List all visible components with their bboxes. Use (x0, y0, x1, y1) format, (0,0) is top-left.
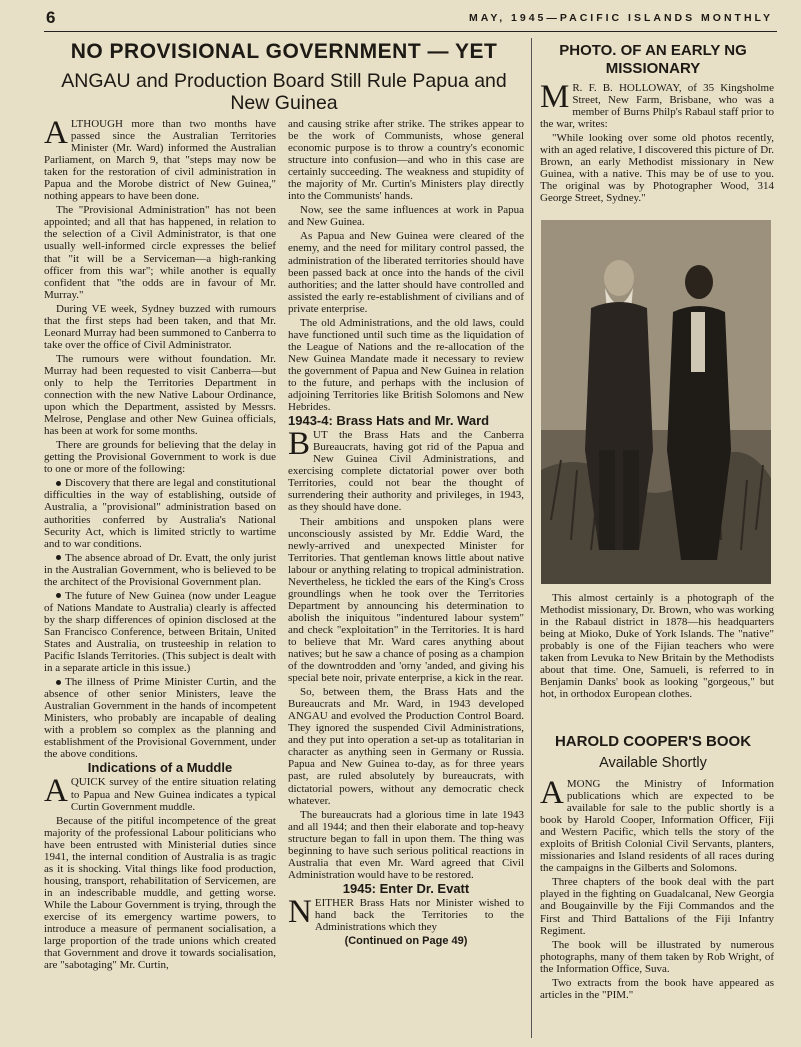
drop-cap: A (44, 115, 68, 151)
book-article-subhead: Available Shortly (599, 755, 707, 771)
main-headline: NO PROVISIONAL GOVERNMENT — YET (70, 40, 498, 63)
drop-cap: N (288, 893, 312, 930)
page-header (0, 8, 801, 30)
bullet-icon (56, 593, 61, 598)
paragraph: The "Provisional Administration" has not been appointed; and all that has happened, in relation to the selection of a Civil Administrator, is that one usually well-informed circle expresses the belief that "it will be a Serviceman—a high-ranking officer from this war"; while another is equally confident that "the odds are in favour of Mr. Murray." (44, 204, 276, 301)
bullet-item: The future of New Guinea (now under League of Nations Mandate to Australia) clearly is affected by the sharp differences of opinion disclosed at the San Francisco Conference, between Britain, United States and Australia, on trusteeship in relation to Pacific Islands Territories. (This subject is dealt with in a separate article in this issue.) (44, 589, 276, 675)
paragraph: QUICK survey of the entire situation relating to Papua and New Guinea indicates a typical Curtin Government muddle. (70, 776, 276, 813)
paragraph: Their ambitions and unspoken plans were unconsciously assisted by Mr. Eddie Ward, the newly-arrived and unexpected Minister for Territories. That gentleman knows little about native labour or anything relating to tropical administration. Nevertheless, he tickled the ears of the King's Cross groundlings when he took over the Territories Department by announcing his determination to abolish the iniquitous "indentured labour system" and check "exploitation" in the Territories. It is hard to believe that Mr. Ward cares anything about natives; but he saw a chance of posing as a champion of the downtrodden and 'orny 'anded, and giving his special bete noir, private enterprise, a kick in the rear. (288, 515, 524, 685)
missionary-photo (541, 220, 771, 584)
paragraph: The book will be illustrated by numerous photographs, many of them taken by Rob Wright, of the Information Office, Suva. (540, 938, 774, 975)
paragraph: The old Administrations, and the old laws, could have functioned until such time as the liquidation of the League of Nations and the re-allocation of the New Guinea Mandate made it necessary to review the government of Papua and New Guinea in relation to the future, and perhaps with the inclusion of adjoining Territories like British Solomons and New Hebrides. (288, 316, 524, 414)
paragraph: Because of the pitiful incompetence of the great majority of the professional Labour politicians who have been entrusted with Ministerial duties since 1941, the internal condition of Australia is as tragic as it is shocking. Vital things like food production, housing, transport, rehabilitation of Servicemen, are in an indescribable muddle, and getting worse. While the Labour Government is trying, through the exercise of its emergency wartime powers, to introduce a measure of permanent socialisation, a large proportion of the trade unions which created that Government and drove it towards socialisation, are "sabotaging" Mr. Curtin, (44, 814, 276, 972)
drop-cap: A (540, 775, 564, 811)
drop-cap: M (540, 79, 570, 115)
main-deck: ANGAU and Production Board Still Rule Papua and New Guinea (61, 70, 507, 114)
paragraph: "While looking over some old photos recently, with an aged relative, I discovered this picture of Dr. Brown, an early Methodist missionary in New Guinea, with a native. This may be of use to you. The original was by Photographer Wood, 314 George Street, Sydney." (540, 132, 774, 205)
column-rule (531, 38, 532, 1038)
book-article-text (540, 775, 774, 1003)
book-article-headline: HAROLD COOPER'S BOOK (554, 733, 752, 750)
paragraph: MONG the Ministry of Information publications which are expected to be available for sale to the public shortly is a book by Harold Cooper, Information Officer, Fiji and Western Pacific, which tells the story of the exploits of British Colonial Civil Servants, planters, missionaries and Island residents of all races during the campaigns in the Gilberts and Solomons. (540, 778, 774, 875)
paragraph: The bureaucrats had a glorious time in late 1943 and all 1944; and then their elaborate and top-heavy structure began to fall in upon them. The thing was beginning to have such serious political reactions in Australia that even Mr. Ward agreed that Civil Administration would have to be restored. (288, 808, 524, 881)
subheading: Indications of a Muddle (87, 760, 233, 776)
photo-caption (540, 592, 774, 702)
bullet-icon (56, 555, 61, 560)
paragraph: So, between them, the Brass Hats and the Bureaucrats and Mr. Ward, in 1943 developed ANGAU and evolved the Production Control Board. They ignored the suspended Civil Administrations, and they put into operation a set-up as totalitarian in character as anything seen in Germany or Russia. Papua and New Guinea to-day, as for three years past, are ruled absolutely by bureaucrats, with dictatorial powers, without any democratic check whatever. (288, 686, 524, 807)
page-number: 6 (46, 8, 56, 27)
continued-note: (Continued on Page 49) (344, 935, 468, 948)
bullet-icon (56, 481, 61, 486)
paragraph: Two extracts from the book have appeared as articles in the "PIM." (540, 976, 774, 1001)
paragraph: Three chapters of the book deal with the part played in the fighting on Guadalcanal, New Georgia and Bougainville by the Fiji Commandos and the First and Third Battalions of the Fiji Infantry Regiment. (540, 876, 774, 937)
paragraph: Now, see the same influences at work in Papua and New Guinea. (288, 204, 524, 229)
paragraph: R. F. B. HOLLOWAY, of 35 Kingsholme Street, New Farm, Brisbane, who was a member of Burns Philp's Rabaul staff prior to the war, writes: (540, 82, 774, 131)
photo-article-headline: PHOTO. OF AN EARLY NG MISSIONARY (559, 42, 747, 77)
paragraph: EITHER Brass Hats nor Minister wished to hand back the Territories to the Administrations which they (314, 896, 524, 934)
paragraph: As Papua and New Guinea were cleared of the enemy, and the need for military control passed, the administration of the liberated territories should have been passed back at once into the hands of the civil authorities; and the latter should have controlled and assisted the early re-establishment of civilians and of private enterprise. (288, 230, 524, 315)
subheading: 1945: Enter Dr. Evatt (342, 880, 470, 896)
drop-cap: A (44, 773, 68, 810)
paragraph: and causing strike after strike. The strikes appear to be the work of Communists, whose general economic purpose is to throw a country's economic structure into confusion—and who in this case are certainly succeeding. The weakness and stupidity of the majority of Mr. Curtin's Ministers play directly into the Communists' hands. (288, 118, 524, 203)
paragraph: The rumours were without foundation. Mr. Murray had been requested to visit Canberra—but only to help the Territories Department in connection with the new Native Labour Ordinance, upon which the Department, assisted by Messrs. Melrose, Penglase and other New Guinea officials, has been at work for some months. (44, 352, 276, 438)
subheading: 1943-4: Brass Hats and Mr. Ward (288, 413, 490, 429)
article-column-1 (44, 115, 276, 973)
paragraph: UT the Brass Hats and the Canberra Bureaucrats, having got rid of the Papua and New Guinea Civil Administrations, and exercising complete dictatorial power over both Territories, could not bear the thought of surrendering their authority and privileges, in 1943, as they should have done. (288, 429, 524, 514)
bullet-item: Discovery that there are legal and constitutional difficulties in the way of establishing, outside of Australia, a "provisional" administration based on authorities conferred by Australia's National Security Act, which is limited strictly to wartime and to war conditions. (44, 477, 276, 550)
drop-cap: B (288, 426, 311, 463)
missionary-photo-illustration (541, 220, 771, 584)
bullet-item: The illness of Prime Minister Curtin, and the absence of other senior Ministers, leave the Australian Government in the hands of incompetent Ministers, who probably are incapable of dealing with a problem so complex as the planning and establishment of the Provisional Government, under the above conditions. (44, 676, 276, 761)
paragraph: During VE week, Sydney buzzed with rumours that the first steps had been taken, and that Mr. Leonard Murray had been summoned to Canberra to take over the office of Civil Administrator. (44, 302, 276, 351)
article-column-2 (288, 118, 524, 949)
bullet-icon (56, 680, 61, 685)
paragraph: LTHOUGH more than two months have passed since the Australian Territories Minister (Mr. Ward) informed the Australian Parliament, on March 9, that "steps may now be taken for the restoration of civil administration in Papua and the Morobe district of New Guinea," nothing appears to have been done. (44, 118, 276, 203)
photo-article-text (540, 79, 774, 206)
paragraph: There are grounds for believing that the delay in getting the Provisional Government to work is due to one or more of the following: (44, 439, 276, 476)
header-rule (44, 31, 777, 32)
running-head: MAY, 1945—PACIFIC ISLANDS MONTHLY (469, 12, 773, 24)
bullet-item: The absence abroad of Dr. Evatt, the only jurist in the Australian Government, who is believed to be the architect of the Provisional Government plan. (44, 551, 276, 588)
paragraph: This almost certainly is a photograph of the Methodist missionary, Dr. Brown, who was working in the Rabaul district in 1878—his headquarters being at Mioko, Duke of York Islands. The "native" probably is one of the Fijian teachers who were taken from Levuka to New Britain by the Methodists about that time. One, Samueli, is referred to in Benjamin Danks' book as looking "gorgeous," but hot, in orthodox European clothes. (540, 592, 774, 701)
